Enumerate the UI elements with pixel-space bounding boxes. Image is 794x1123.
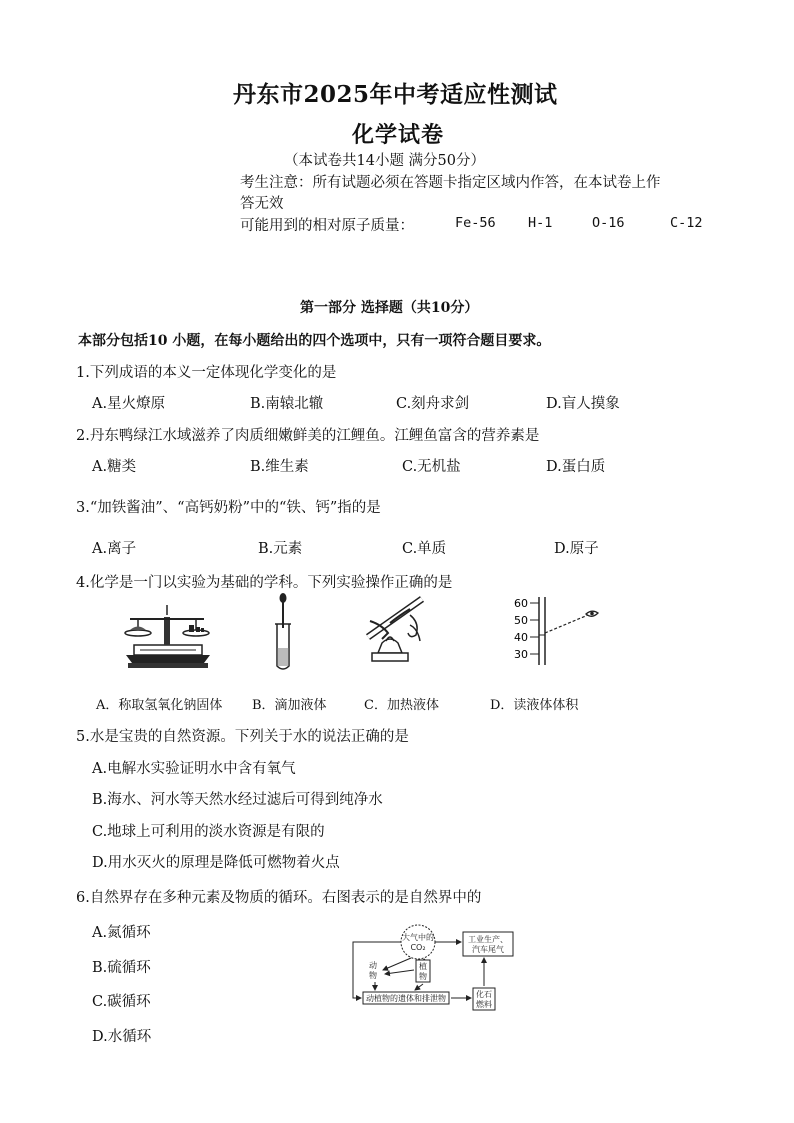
exam-title: 丹东市2025年中考适应性测试 xyxy=(233,81,558,108)
element-cycle-diagram xyxy=(345,922,525,1012)
question-5-stem: 5.水是宝贵的自然资源。下列关于水的说法正确的是 xyxy=(76,729,409,745)
section-heading: 第一部分 选择题（共10分） xyxy=(300,300,479,316)
question-3-option-c: C.单质 xyxy=(402,541,447,557)
notice-line-1: 考生注意：所有试题必须在答题卡指定区域内作答，在本试卷上作 xyxy=(240,175,661,191)
animals-label-2: 物 xyxy=(369,971,377,980)
question-2-stem: 2.丹东鸭绿江水域滋养了肉质细嫩鲜美的江鲤鱼。江鲤鱼富含的营养素是 xyxy=(76,428,540,444)
question-5-option-c: C.地球上可利用的淡水资源是有限的 xyxy=(92,824,325,840)
atomic-mass-o: O-16 xyxy=(592,215,625,231)
question-4-option-b: B．滴加液体 xyxy=(252,698,327,713)
industry-label-1: 工业生产、 xyxy=(468,935,508,944)
question-3-option-a: A.离子 xyxy=(92,541,137,557)
question-1-option-c: C.刻舟求剑 xyxy=(396,396,470,412)
dropper-figure xyxy=(268,592,298,672)
fossil-label-1: 化石 xyxy=(476,990,492,999)
question-6-option-a: A.氮循环 xyxy=(92,925,151,941)
notice-line-2: 答无效 xyxy=(240,196,284,212)
question-5-option-a: A.电解水实验证明水中含有氧气 xyxy=(92,761,296,777)
question-4-option-c: C．加热液体 xyxy=(364,698,439,713)
cylinder-tick-30: 30 xyxy=(514,648,528,661)
industry-label-2: 汽车尾气 xyxy=(472,945,504,954)
question-4-option-a: A．称取氢氧化钠固体 xyxy=(96,698,223,713)
cylinder-tick-40: 40 xyxy=(514,631,528,644)
question-2-option-b: B.维生素 xyxy=(250,459,309,475)
question-6-option-c: C.碳循环 xyxy=(92,994,151,1010)
question-3-stem: 3.“加铁酱油”、“高钙奶粉”中的“铁、钙”指的是 xyxy=(76,500,381,516)
question-2-option-d: D.蛋白质 xyxy=(546,459,606,475)
cylinder-tick-50: 50 xyxy=(514,614,528,627)
question-5-option-b: B.海水、河水等天然水经过滤后可得到纯净水 xyxy=(92,792,383,808)
question-6-stem: 6.自然界存在多种元素及物质的循环。右图表示的是自然界中的 xyxy=(76,890,482,906)
atmosphere-label-1: 大气中的 xyxy=(402,933,434,942)
question-4-stem: 4.化学是一门以实验为基础的学科。下列实验操作正确的是 xyxy=(76,575,453,591)
atomic-mass-label: 可能用到的相对原子质量： xyxy=(240,218,414,234)
question-1-option-a: A.星火燎原 xyxy=(92,396,166,412)
question-6-option-b: B.硫循环 xyxy=(92,960,151,976)
animals-label-1: 动 xyxy=(369,961,377,970)
plants-label-2: 物 xyxy=(419,972,427,981)
question-1-option-d: D.盲人摸象 xyxy=(546,396,620,412)
plants-label-1: 植 xyxy=(419,962,427,971)
question-1-stem: 1.下列成语的本义一定体现化学变化的是 xyxy=(76,365,337,381)
question-2-option-a: A.糖类 xyxy=(92,459,137,475)
exam-subtitle: 化学试卷 xyxy=(352,122,445,148)
balance-scale-figure xyxy=(118,605,218,670)
question-1-option-b: B.南辕北辙 xyxy=(250,396,324,412)
question-6-option-d: D.水循环 xyxy=(92,1029,152,1045)
atomic-mass-fe: Fe-56 xyxy=(455,215,496,231)
remains-label: 动植物的遗体和排泄物 xyxy=(366,994,446,1003)
atomic-mass-c: C-12 xyxy=(670,215,703,231)
question-5-option-d: D.用水灭火的原理是降低可燃物着火点 xyxy=(92,855,340,871)
question-3-option-d: D.原子 xyxy=(554,541,599,557)
question-2-option-c: C.无机盐 xyxy=(402,459,461,475)
fossil-label-2: 燃料 xyxy=(476,1000,492,1009)
exam-note: （本试卷共14小题 满分50分） xyxy=(284,153,486,169)
section-instruction: 本部分包括10 小题，在每小题给出的四个选项中，只有一项符合题目要求。 xyxy=(78,333,551,349)
cylinder-tick-60: 60 xyxy=(514,597,528,610)
atmosphere-label-2: CO₂ xyxy=(410,943,426,952)
question-3-option-b: B.元素 xyxy=(258,541,303,557)
atomic-mass-h: H-1 xyxy=(528,215,553,231)
graduated-cylinder-figure xyxy=(500,593,610,668)
heating-liquid-figure xyxy=(360,595,440,675)
question-4-option-d: D．读液体体积 xyxy=(490,698,579,713)
